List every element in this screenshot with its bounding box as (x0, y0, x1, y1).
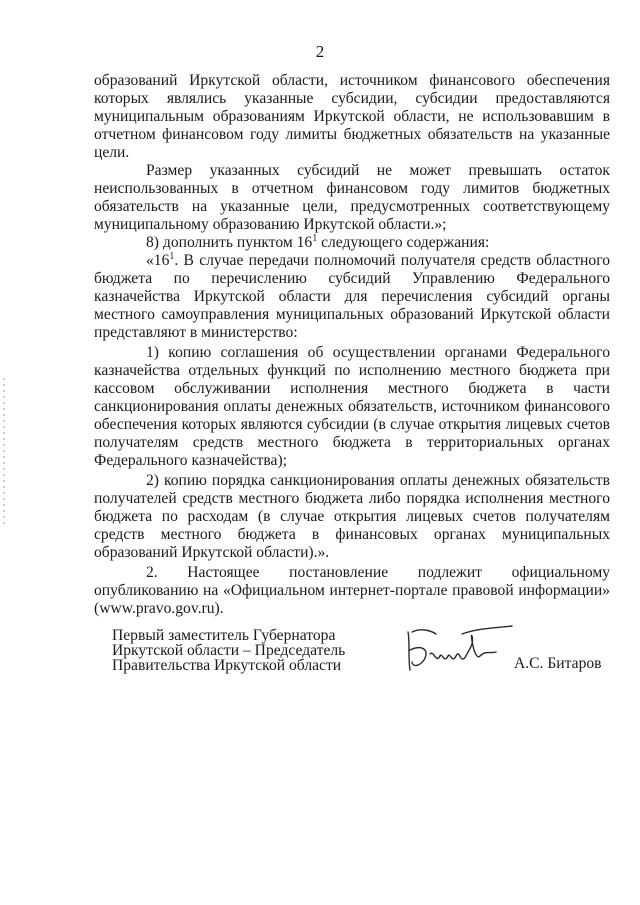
superscript: 1 (169, 250, 175, 262)
paragraph-amendment-8 (94, 234, 610, 252)
signer-title-line: Правительства Иркутской области (112, 657, 342, 674)
signer-title-line: Иркутской области – Председатель (112, 642, 346, 659)
document-body (94, 72, 610, 618)
page-number: 2 (315, 42, 325, 61)
paragraph-publication: 2. Настоящее постановление подлежит официальному опубликованию на «Официальном интернет-портале правовой информации» (www.pravo.gov.ru). (94, 564, 610, 617)
point-16-1-start: «16 (146, 252, 170, 269)
point-16-1-text: . В случае передачи полномочий получателя средств областного бюджета по перечислению субсидий Управлению Федерального казначейства Иркутской области для перечисления субсидий органы местного самоуправления муниципальных образований Иркутской области представляют в министерство: (94, 252, 610, 341)
margin-marks (2, 378, 6, 528)
handwritten-signature (400, 620, 520, 680)
paragraph-subsidy-limit: Размер указанных субсидий не может превышать остаток неиспользованных в отчетном финансовом году лимитов бюджетных обязательств на указанные цели, предусмотренных соответствующему муниципальному образованию Иркутской области.»; (94, 162, 610, 233)
signer-title (112, 628, 392, 673)
amendment-8-text: 8) дополнить пунктом 16 (146, 234, 313, 251)
signer-name: А.С. Битаров (514, 655, 602, 672)
superscript: 1 (312, 232, 318, 244)
signature-block (112, 628, 612, 688)
paragraph-item-2: 2) копию порядка санкционирования оплаты денежных обязательств получателей средств местного бюджета либо порядка исполнения местного бюджета по расходам (в случае открытия лицевых счетов получателям средств местного бюджета в финансовых органах муниципальных образований Иркутской области).». (94, 472, 610, 561)
paragraph-continuation: образований Иркутской области, источником финансового обеспечения которых являлись указанные субсидии, субсидии предоставляются муниципальным образованиям Иркутской области, не использовавшим в отчетном финансовом году лимиты бюджетных обязательств на указанные цели. (94, 72, 610, 161)
paragraph-point-16-1 (94, 252, 610, 342)
paragraph-item-1: 1) копию соглашения об осуществлении органами Федерального казначейства отдельных функций по исполнению местного бюджета при кассовом обслуживании исполнения местного бюджета в части санкционирования оплаты денежных обязательств, источником финансового обеспечения которых являются субсидии (в случае открытия лицевых счетов получателям средств местного бюджета в территориальных органах Федерального казначейства); (94, 344, 610, 469)
amendment-8-text-end: следующего содержания: (317, 234, 490, 251)
signer-title-line: Первый заместитель Губернатора (112, 627, 336, 644)
